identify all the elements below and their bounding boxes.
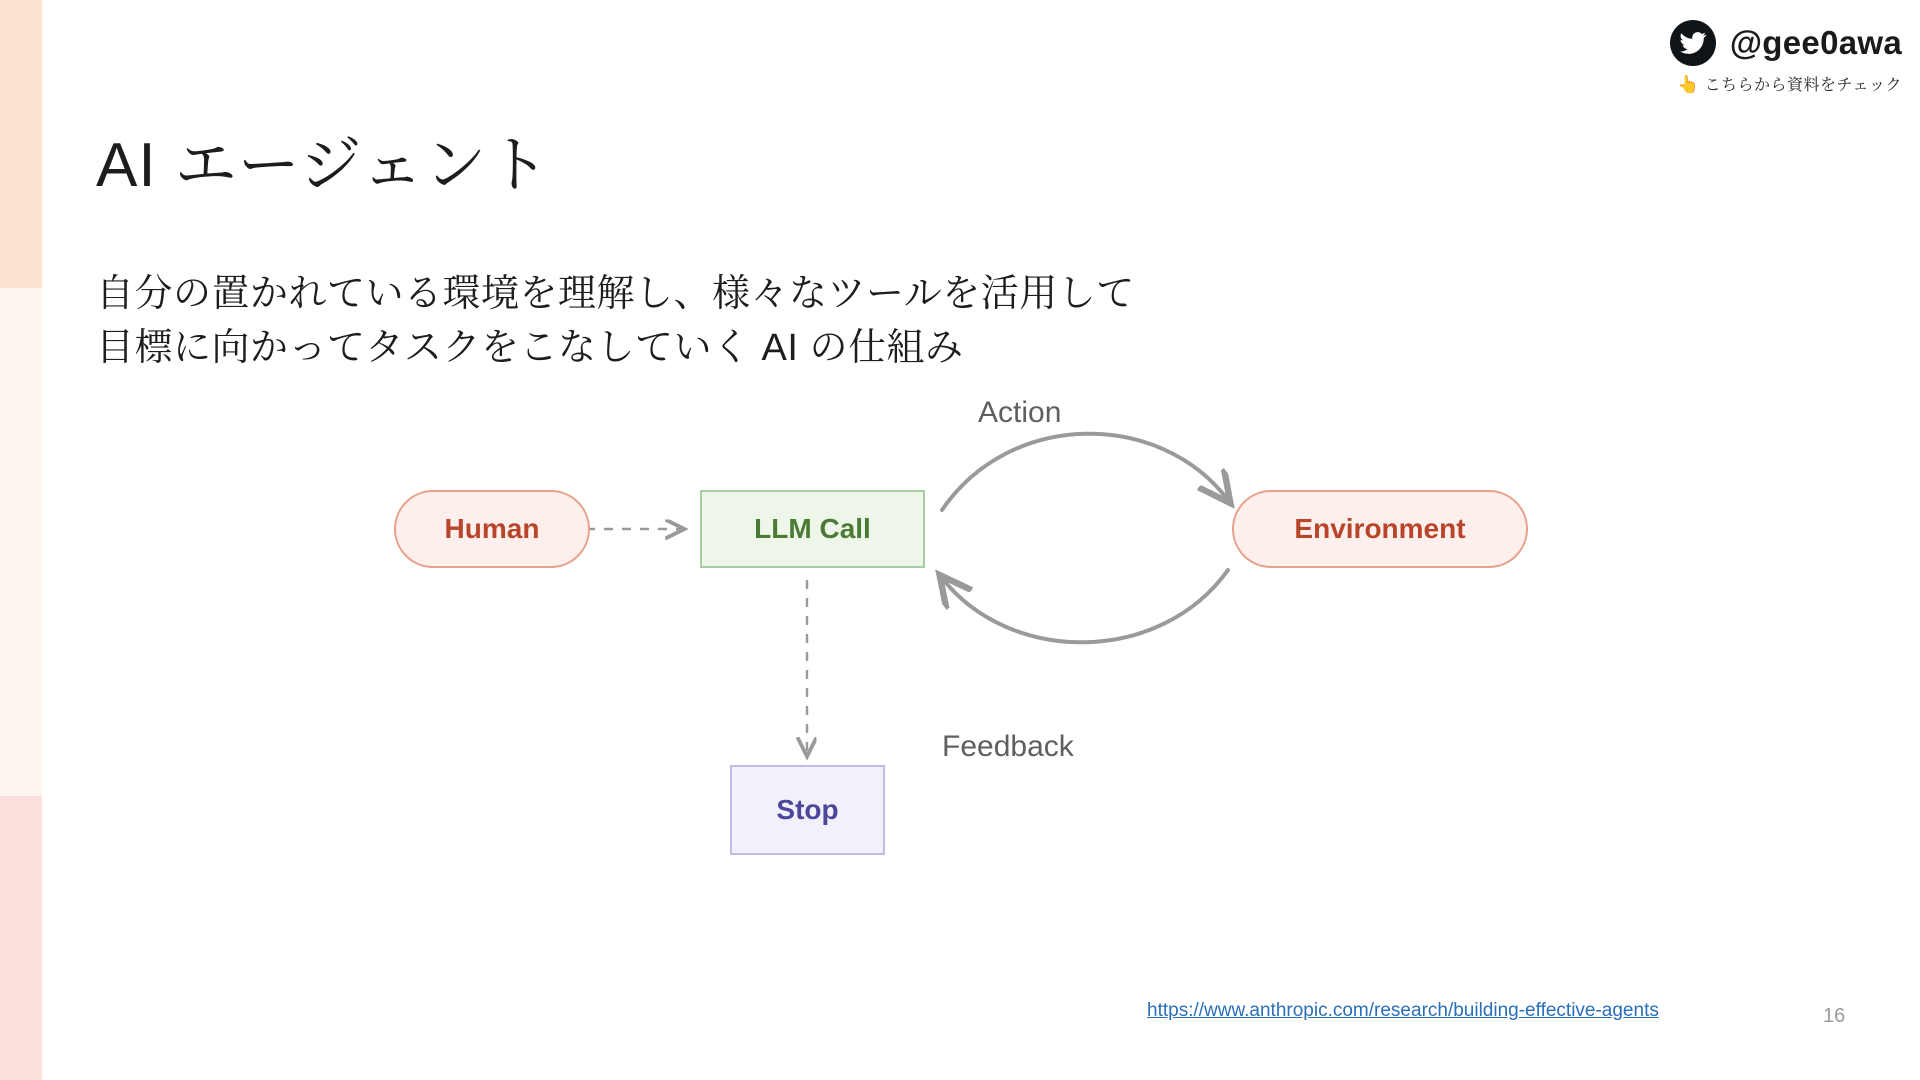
twitter-bird-icon — [1670, 20, 1716, 66]
twitter-sub-note-row — [1670, 72, 1902, 95]
diagram-edge-label-action: Action — [978, 396, 1062, 429]
diagram-node-human — [394, 490, 590, 568]
diagram-node-stop-label: Stop — [776, 794, 839, 825]
twitter-handle-row — [1670, 20, 1902, 66]
diagram-node-stop — [730, 765, 885, 855]
left-decorative-stripe — [0, 0, 42, 1080]
twitter-handle-text: @gee0awa — [1729, 24, 1902, 61]
twitter-badge[interactable] — [1670, 20, 1902, 95]
diagram-node-environment — [1232, 490, 1528, 568]
diagram-node-human-label: Human — [444, 513, 540, 544]
slide-body-line-1: 自分の置かれている環境を理解し、様々なツールを活用して — [96, 273, 1135, 315]
stripe-segment-top — [0, 0, 42, 288]
twitter-sub-note-text: こちらから資料をチェック — [1704, 77, 1902, 94]
agent-flow-diagram — [330, 396, 1610, 980]
diagram-node-environment-label: Environment — [1294, 513, 1466, 544]
source-link[interactable]: https://www.anthropic.com/research/building-effective-agents — [1147, 1000, 1659, 1021]
page-title: AI エージェント — [96, 131, 551, 200]
slide-body-line-2: 目標に向かってタスクをこなしていく AI の仕組み — [96, 326, 964, 369]
stripe-segment-middle — [0, 288, 42, 796]
page-number: 16 — [1823, 1005, 1846, 1027]
pointing-finger-icon: 👆 — [1677, 75, 1700, 94]
slide-body-text — [96, 268, 1135, 376]
diagram-node-llm-call-label: LLM Call — [754, 513, 871, 544]
stripe-segment-bottom — [0, 796, 42, 1080]
diagram-node-llm-call — [700, 490, 925, 568]
diagram-edge-label-feedback: Feedback — [942, 730, 1074, 763]
